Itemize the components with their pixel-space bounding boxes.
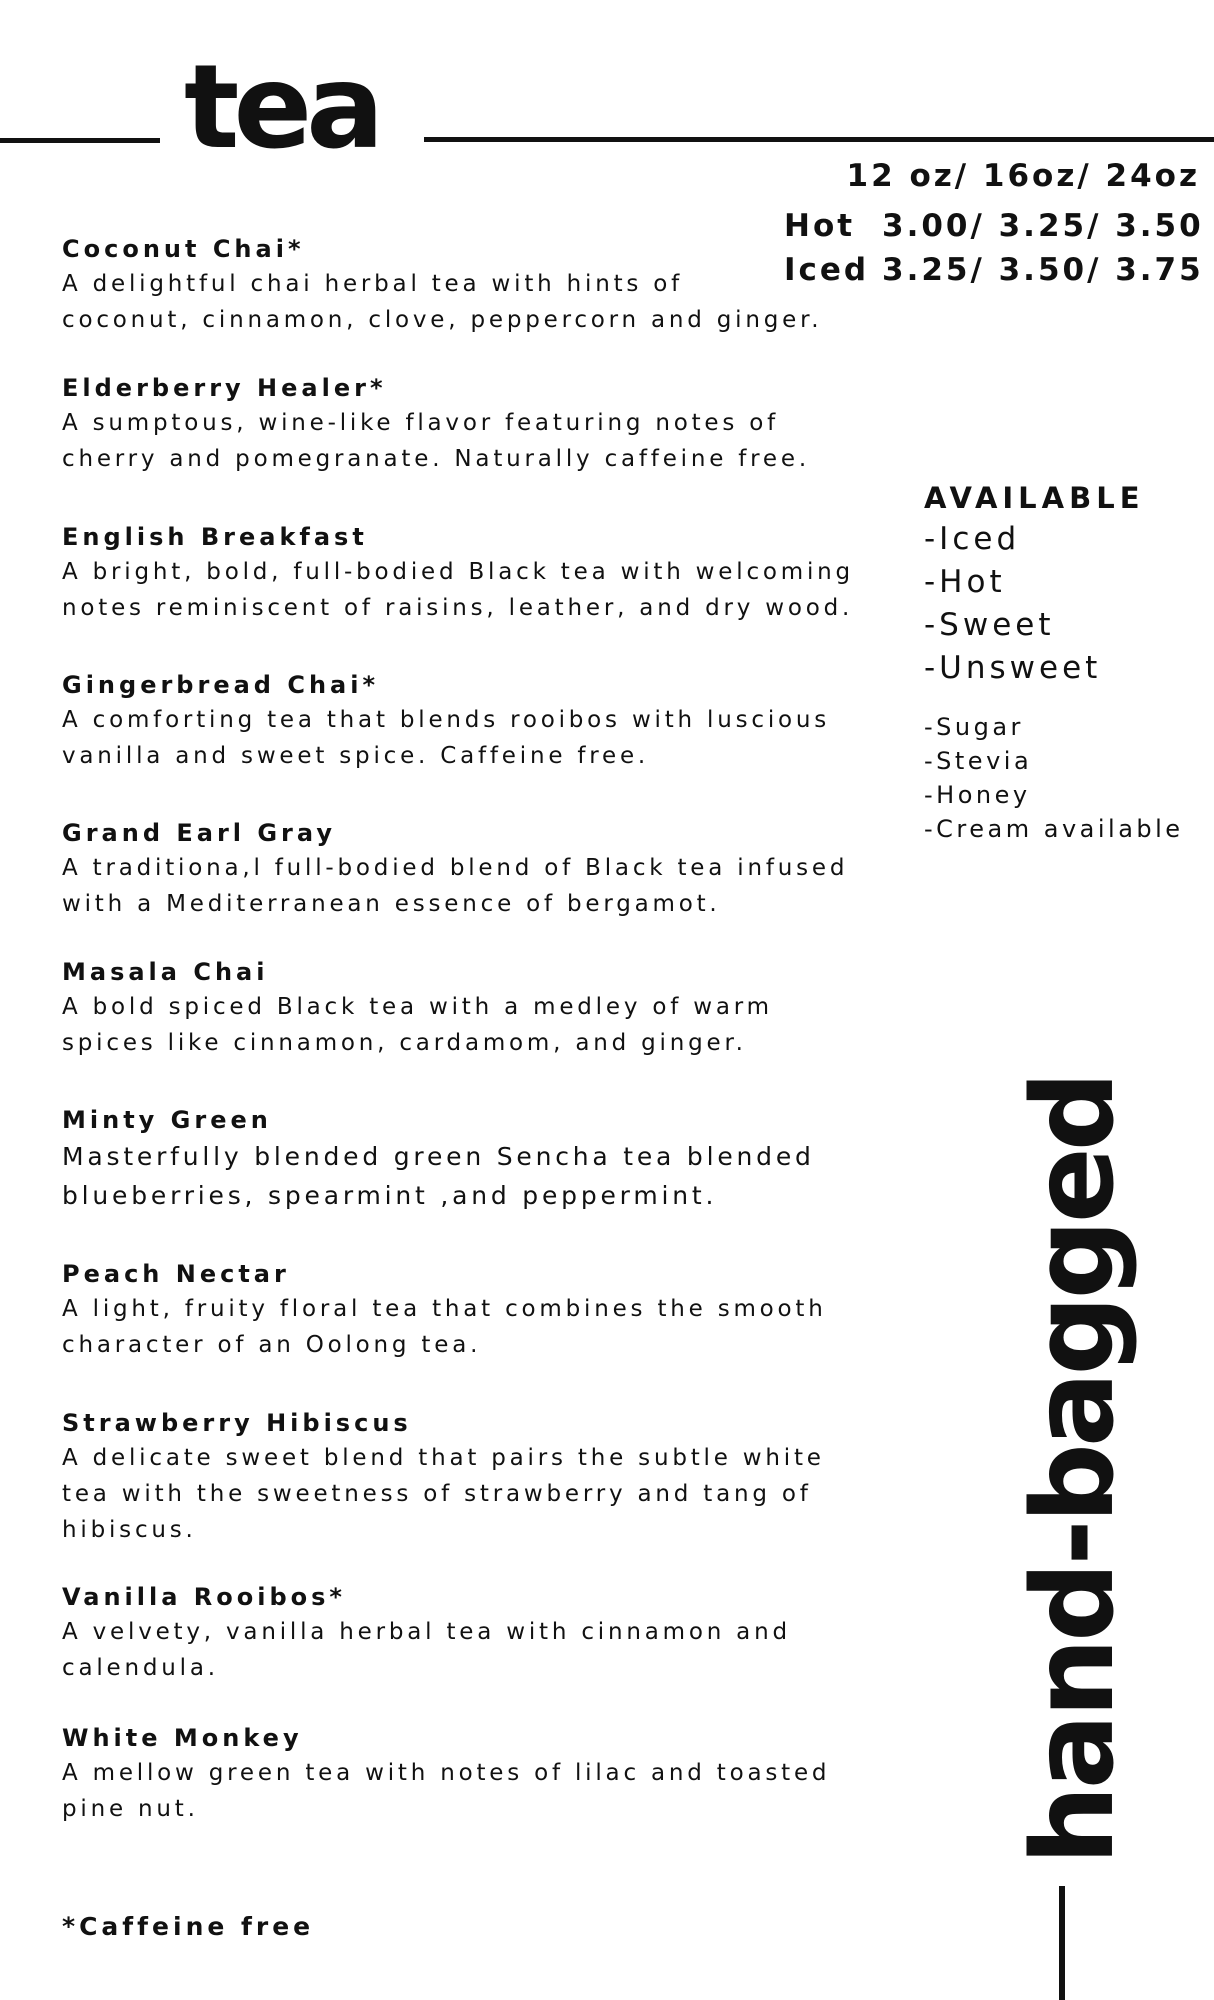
menu-item [62, 1580, 862, 1686]
item-desc-line: character of an Oolong tea. [62, 1332, 482, 1358]
item-name: Vanilla Rooibos* [62, 1583, 346, 1611]
cup-sizes: 12 oz/ 16oz/ 24oz [846, 158, 1200, 194]
available-option: -Unsweet [924, 650, 1102, 686]
item-name: Masala Chai [62, 958, 269, 986]
item-name: Minty Green [62, 1106, 272, 1134]
item-desc-line: A velvety, vanilla herbal tea with cinnamon and [62, 1619, 791, 1645]
header-rule-left [0, 138, 160, 143]
item-desc-line: hibiscus. [62, 1517, 197, 1543]
vertical-rule [1059, 1886, 1065, 2000]
available-extra: -Sugar [924, 713, 1024, 741]
item-desc-line: A delightful chai herbal tea with hints of [62, 271, 684, 297]
item-desc-line: notes reminiscent of raisins, leather, and dry wood. [62, 595, 854, 621]
item-desc-line: A traditiona,l full-bodied blend of Black tea infused [62, 855, 849, 881]
item-name: Strawberry Hibiscus [62, 1409, 412, 1437]
menu-item [62, 520, 862, 626]
menu-item [62, 668, 862, 774]
spacer [924, 690, 1184, 710]
menu-item [62, 1257, 862, 1363]
item-desc-line: spices like cinnamon, cardamom, and ginger. [62, 1030, 747, 1056]
available-extra: -Honey [924, 781, 1031, 809]
item-desc-line: A sumptous, wine-like flavor featuring notes of [62, 410, 780, 436]
available-options [924, 478, 1184, 846]
item-desc-line: A bold spiced Black tea with a medley of warm [62, 994, 773, 1020]
available-option: -Sweet [924, 607, 1055, 643]
page-title: tea [184, 40, 379, 175]
menu-item [62, 1103, 862, 1215]
menu-item [62, 1406, 862, 1548]
item-desc-line: Masterfully blended green Sencha tea blended [62, 1142, 815, 1171]
menu-item [62, 955, 862, 1061]
item-desc-line: calendula. [62, 1655, 219, 1681]
available-title: AVAILABLE [924, 481, 1145, 515]
item-desc-line: A light, fruity floral tea that combines the smooth [62, 1296, 827, 1322]
item-desc-line: tea with the sweetness of strawberry and tang of [62, 1481, 812, 1507]
item-name: Gingerbread Chai* [62, 671, 379, 699]
available-option: -Iced [924, 521, 1021, 557]
price-label: Iced [784, 252, 870, 288]
header-rule-right [424, 137, 1214, 142]
item-desc-line: pine nut. [62, 1796, 199, 1822]
menu-item [62, 232, 862, 338]
item-desc-line: A bright, bold, full-bodied Black tea with welcoming [62, 559, 854, 585]
hand-bagged-vertical-text: hand-bagged [1009, 1075, 1139, 1865]
menu-item [62, 1721, 862, 1827]
menu-item [62, 816, 862, 922]
item-name: Grand Earl Gray [62, 819, 336, 847]
caffeine-footnote: *Caffeine free [62, 1912, 315, 1941]
item-desc-line: vanilla and sweet spice. Caffeine free. [62, 743, 650, 769]
price-label: Hot [784, 208, 856, 244]
item-name: Elderberry Healer* [62, 374, 387, 402]
item-desc-line: blueberries, spearmint ,and peppermint. [62, 1181, 718, 1210]
menu-item [62, 371, 862, 477]
item-desc-line: A delicate sweet blend that pairs the subtle white [62, 1445, 825, 1471]
item-name: Coconut Chai* [62, 235, 305, 263]
item-name: Peach Nectar [62, 1260, 290, 1288]
available-extra: -Stevia [924, 747, 1033, 775]
price-values: 3.25/ 3.50/ 3.75 [882, 252, 1204, 288]
available-option: -Hot [924, 564, 1006, 600]
price-values: 3.00/ 3.25/ 3.50 [882, 208, 1204, 244]
item-name: White Monkey [62, 1724, 303, 1752]
item-desc-line: A comforting tea that blends rooibos with luscious [62, 707, 831, 733]
item-desc-line: with a Mediterranean essence of bergamot. [62, 891, 721, 917]
item-desc-line: cherry and pomegranate. Naturally caffeine free. [62, 446, 810, 472]
item-desc-line: A mellow green tea with notes of lilac and toasted [62, 1760, 831, 1786]
item-name: English Breakfast [62, 523, 368, 551]
item-desc-line: coconut, cinnamon, clove, peppercorn and ginger. [62, 307, 823, 333]
available-extra: -Cream available [924, 815, 1184, 843]
